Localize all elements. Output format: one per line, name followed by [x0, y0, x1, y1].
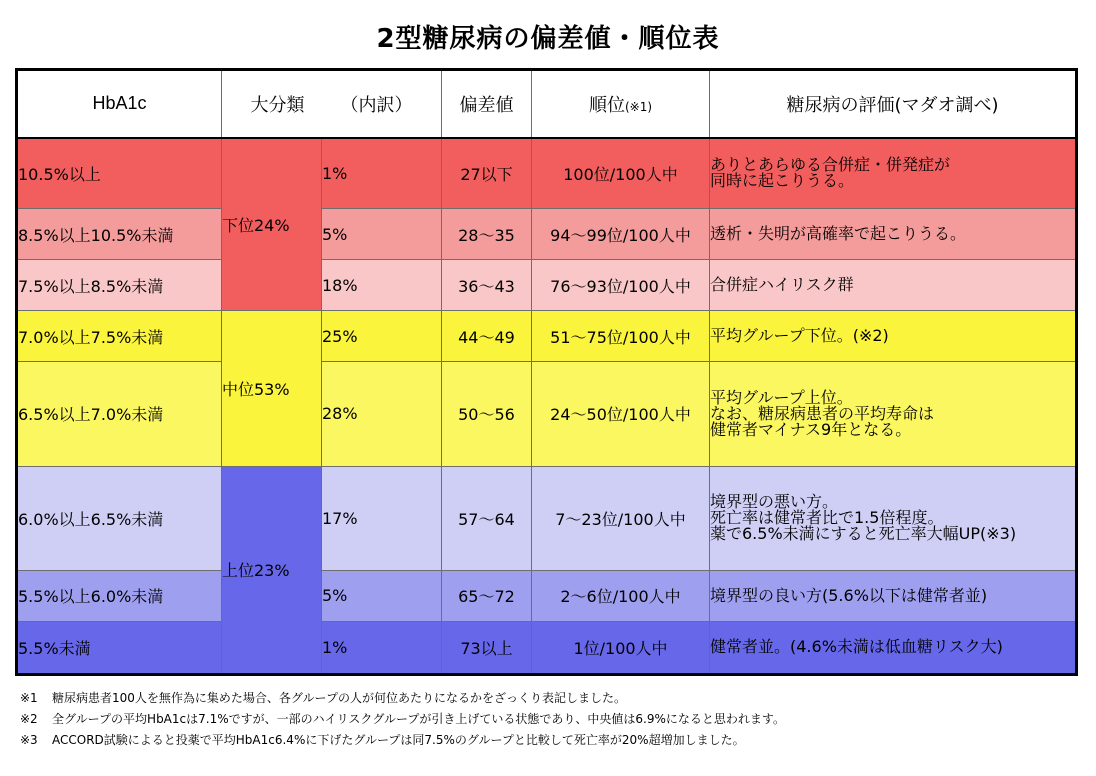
- header-deviation: 偏差値: [442, 70, 532, 138]
- table-row: [17, 260, 1077, 311]
- evaluation-cell: [710, 570, 1077, 621]
- footnote-text: 全グループの平均HbA1cは7.1%ですが、一部のハイリスクグループが引き上げている状態であり、中央値は6.9%になると思われます。: [52, 712, 785, 726]
- table-row: [17, 138, 1077, 209]
- deviation-cell: 73以上: [442, 621, 532, 674]
- evaluation-line: なお、糖尿病患者の平均寿命は: [710, 403, 935, 423]
- header-rank: [532, 70, 710, 138]
- evaluation-cell: [710, 260, 1077, 311]
- page-title: 2型糖尿病の偏差値・順位表: [376, 24, 720, 54]
- evaluation-line: 平均グループ上位。: [710, 387, 853, 407]
- deviation-cell: 36～43: [442, 260, 532, 311]
- hba1c-range-cell: 5.5%以上6.0%未満: [17, 570, 222, 621]
- table-row: [17, 362, 1077, 466]
- rank-cell: 24～50位/100人中: [532, 362, 710, 466]
- evaluation-cell: [710, 362, 1077, 466]
- rank-cell: 7～23位/100人中: [532, 466, 710, 570]
- table-row: [17, 466, 1077, 570]
- group-lower-cell: 下位24%: [222, 138, 322, 311]
- percent-cell: 1%: [322, 621, 442, 674]
- deviation-cell: 27以下: [442, 138, 532, 209]
- evaluation-line: ありとあらゆる合併症・併発症が: [710, 155, 951, 175]
- hba1c-ranking-table: [15, 68, 1078, 676]
- evaluation-line: 境界型の悪い方。: [710, 492, 839, 512]
- table-row: [17, 209, 1077, 260]
- header-rank-label: 順位: [588, 94, 625, 116]
- evaluation-cell: [710, 466, 1077, 570]
- evaluation-cell: [710, 209, 1077, 260]
- rank-cell: 100位/100人中: [532, 138, 710, 209]
- percent-cell: 5%: [322, 570, 442, 621]
- table-row: [17, 570, 1077, 621]
- rank-cell: 2～6位/100人中: [532, 570, 710, 621]
- evaluation-cell: [710, 311, 1077, 362]
- footnote-mark: ※2: [20, 712, 38, 726]
- footnote: [20, 730, 1080, 751]
- header-evaluation: 糖尿病の評価(マダオ調べ): [710, 70, 1077, 138]
- header-category-label: 大分類: [250, 94, 305, 116]
- footnote-mark: ※1: [20, 691, 38, 705]
- evaluation-line: 境界型の良い方(5.6%以下は健常者並): [710, 585, 988, 605]
- table-header-row: [17, 70, 1077, 138]
- hba1c-range-cell: 8.5%以上10.5%未満: [17, 209, 222, 260]
- header-breakdown-label: （内訳）: [340, 94, 413, 116]
- deviation-cell: 65～72: [442, 570, 532, 621]
- percent-cell: 1%: [322, 138, 442, 209]
- footnote: [20, 688, 1080, 709]
- table-row: [17, 311, 1077, 362]
- hba1c-range-cell: 10.5%以上: [17, 138, 222, 209]
- header-rank-note: (※1): [624, 99, 653, 114]
- percent-cell: 28%: [322, 362, 442, 466]
- group-upper-cell: 上位23%: [222, 466, 322, 674]
- evaluation-cell: [710, 138, 1077, 209]
- evaluation-line: 同時に起こりうる。: [710, 171, 855, 191]
- deviation-cell: 50～56: [442, 362, 532, 466]
- evaluation-line: 健常者並。(4.6%未満は低血糖リスク大): [710, 637, 1003, 657]
- table-row: [17, 621, 1077, 674]
- rank-cell: 94～99位/100人中: [532, 209, 710, 260]
- deviation-cell: 28～35: [442, 209, 532, 260]
- evaluation-line: 合併症ハイリスク群: [710, 275, 854, 295]
- evaluation-line: 平均グループ下位。(※2): [710, 326, 889, 346]
- header-category: [222, 70, 442, 138]
- hba1c-range-cell: 7.0%以上7.5%未満: [17, 311, 222, 362]
- evaluation-cell: [710, 621, 1077, 674]
- footnote-mark: ※3: [20, 733, 38, 747]
- hba1c-range-cell: 6.0%以上6.5%未満: [17, 466, 222, 570]
- evaluation-line: 薬で6.5%未満にすると死亡率大幅UP(※3): [710, 524, 1017, 544]
- footnote-text: ACCORD試験によると投薬で平均HbA1c6.4%に下げたグループは同7.5%のグループと比較して死亡率が20%超増加しました。: [52, 733, 745, 747]
- evaluation-line: 死亡率は健常者比で1.5倍程度。: [710, 508, 944, 528]
- evaluation-line: 透析・失明が高確率で起こりうる。: [710, 224, 967, 244]
- percent-cell: 18%: [322, 260, 442, 311]
- header-hba1c: HbA1c: [17, 70, 222, 138]
- percent-cell: 5%: [322, 209, 442, 260]
- evaluation-line: 健常者マイナス9年となる。: [710, 419, 912, 439]
- percent-cell: 17%: [322, 466, 442, 570]
- footnote-text: 糖尿病患者100人を無作為に集めた場合、各グループの人が何位あたりになるかをざっくり表記しました。: [52, 691, 626, 705]
- rank-cell: 76～93位/100人中: [532, 260, 710, 311]
- percent-cell: 25%: [322, 311, 442, 362]
- rank-cell: 1位/100人中: [532, 621, 710, 674]
- hba1c-range-cell: 6.5%以上7.0%未満: [17, 362, 222, 466]
- rank-cell: 51～75位/100人中: [532, 311, 710, 362]
- deviation-cell: 57～64: [442, 466, 532, 570]
- group-middle-cell: 中位53%: [222, 311, 322, 466]
- hba1c-range-cell: 7.5%以上8.5%未満: [17, 260, 222, 311]
- footnote: [20, 709, 1080, 730]
- deviation-cell: 44～49: [442, 311, 532, 362]
- hba1c-range-cell: 5.5%未満: [17, 621, 222, 674]
- footnotes: [20, 688, 1080, 751]
